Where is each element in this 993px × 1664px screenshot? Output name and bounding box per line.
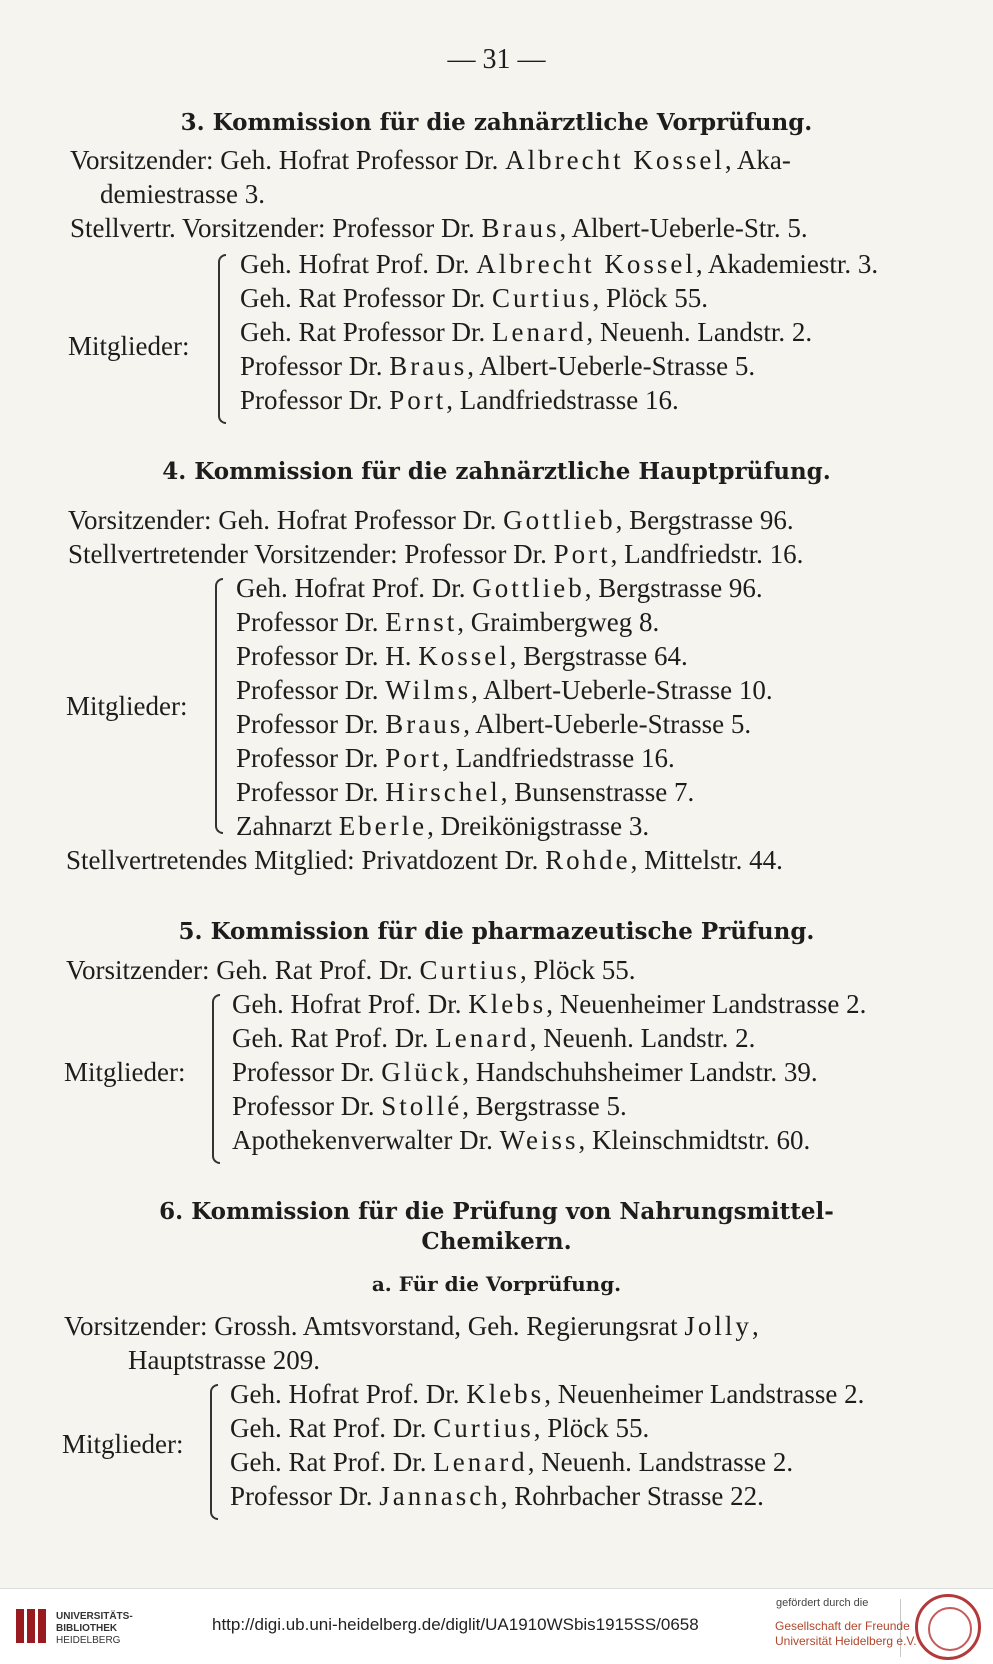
section-5-heading: 5. Kommission für die pharmazeutische Prüfung. — [178, 918, 815, 945]
member-line: Geh. Rat Prof. Dr. Curtius, Plöck 55. — [230, 1413, 650, 1443]
member-line: Geh. Rat Professor Dr. Curtius, Plöck 55. — [240, 283, 708, 313]
member-line: Professor Dr. Stollé, Bergstrasse 5. — [232, 1091, 627, 1121]
member-line: Geh. Rat Professor Dr. Lenard, Neuenh. Landstr. 2. — [240, 317, 813, 347]
section-3-chair — [70, 144, 791, 176]
member-line: Geh. Rat Prof. Dr. Lenard, Neuenh. Landstr. 2. — [232, 1023, 756, 1053]
section-3-members-label: Mitglieder: — [68, 331, 190, 361]
library-name-line-1: UNIVERSITÄTS- — [56, 1611, 133, 1622]
member-line: Professor Dr. Port, Landfriedstrasse 16. — [236, 743, 675, 773]
section-4-chair: Vorsitzender: Geh. Hofrat Professor Dr. Gottlieb, Bergstrasse 96. — [68, 505, 794, 535]
library-name-line-3: HEIDELBERG — [56, 1635, 121, 1646]
page-number: — 31 — — [447, 44, 546, 75]
section-4-brace — [215, 578, 223, 834]
section-3-brace — [218, 254, 226, 424]
deputy-text: Professor Dr. — [332, 213, 475, 243]
section-3-heading: 3. Kommission für die zahnärztliche Vorprüfung. — [180, 109, 813, 136]
viewer-footer — [0, 1588, 993, 1664]
deputy-text-end: , Albert-Ueberle-Str. 5. — [559, 213, 808, 243]
section-5-chair: Vorsitzender: Geh. Rat Prof. Dr. Curtius, Plöck 55. — [66, 955, 636, 985]
section-4-heading: 4. Kommission für die zahnärztliche Hauptprüfung. — [162, 458, 831, 485]
sponsor-name-line-2: Universität Heidelberg e.V. — [775, 1634, 917, 1648]
section-6-chair: Vorsitzender: Grossh. Amtsvorstand, Geh. Regierungsrat Jolly, — [64, 1311, 759, 1341]
section-6-heading: 6. Kommission für die Prüfung von Nahrungsmittel- — [159, 1198, 834, 1225]
chair-text-end: , Aka- — [724, 145, 791, 175]
chair-label: Vorsitzender: — [70, 145, 214, 175]
member-line: Geh. Hofrat Prof. Dr. Klebs, Neuenheimer Landstrasse 2. — [230, 1379, 865, 1409]
member-line: Professor Dr. Jannasch, Rohrbacher Strasse 22. — [230, 1481, 764, 1511]
member-line: Zahnarzt Eberle, Dreikönigstrasse 3. — [236, 811, 650, 841]
member-line: Professor Dr. H. Kossel, Bergstrasse 64. — [236, 641, 688, 671]
member-line: Professor Dr. Port, Landfriedstrasse 16. — [240, 385, 679, 415]
deputy-name: Braus — [481, 213, 560, 243]
section-6-members-label: Mitglieder: — [62, 1429, 184, 1459]
chair-text: Geh. Hofrat Professor Dr. — [220, 145, 499, 175]
sponsor-label: gefördert durch die — [776, 1597, 869, 1609]
permalink-url[interactable]: http://digi.ub.uni-heidelberg.de/diglit/UA1910WSbis1915SS/0658 — [212, 1615, 699, 1634]
section-6-subheading: a. Für die Vorprüfung. — [371, 1272, 622, 1296]
member-line: Geh. Hofrat Prof. Dr. Gottlieb, Bergstrasse 96. — [236, 573, 763, 603]
university-seal-icon — [915, 1594, 981, 1660]
member-line: Geh. Hofrat Prof. Dr. Klebs, Neuenheimer Landstrasse 2. — [232, 989, 867, 1019]
member-line: Geh. Rat Prof. Dr. Lenard, Neuenh. Landstrasse 2. — [230, 1447, 794, 1477]
section-6-brace — [210, 1384, 218, 1520]
member-line: Professor Dr. Braus, Albert-Ueberle-Strasse 5. — [236, 709, 752, 739]
deputy-label: Stellvertr. Vorsitzender: — [70, 213, 326, 243]
sponsor-name-line-1: Gesellschaft der Freunde — [775, 1619, 910, 1633]
library-logo-icon — [16, 1609, 46, 1643]
member-line: Professor Dr. Ernst, Graimbergweg 8. — [236, 607, 660, 637]
section-3-deputy — [70, 212, 808, 244]
section-5-members-label: Mitglieder: — [64, 1057, 186, 1087]
member-line: Geh. Hofrat Prof. Dr. Albrecht Kossel, Akademiestr. 3. — [240, 249, 879, 279]
section-4-deputy: Stellvertretender Vorsitzender: Professor Dr. Port, Landfriedstr. 16. — [68, 539, 804, 569]
section-5-brace — [212, 994, 220, 1164]
section-6-heading-cont: Chemikern. — [421, 1228, 572, 1255]
member-line: Professor Dr. Braus, Albert-Ueberle-Strasse 5. — [240, 351, 756, 381]
section-4-members-label: Mitglieder: — [66, 691, 188, 721]
member-line: Professor Dr. Hirschel, Bunsenstrasse 7. — [236, 777, 695, 807]
section-6-chair-cont: Hauptstrasse 209. — [128, 1345, 320, 1375]
section-3-chair-cont: demiestrasse 3. — [100, 179, 265, 209]
library-name-line-2: BIBLIOTHEK — [56, 1623, 118, 1634]
member-line: Apothekenverwalter Dr. Weiss, Kleinschmidtstr. 60. — [232, 1125, 811, 1155]
section-4-substitute: Stellvertretendes Mitglied: Privatdozent Dr. Rohde, Mittelstr. 44. — [66, 845, 783, 875]
chair-name: Albrecht Kossel — [505, 145, 725, 175]
member-line: Professor Dr. Wilms, Albert-Ueberle-Strasse 10. — [236, 675, 773, 705]
member-line: Professor Dr. Glück, Handschuhsheimer Landstr. 39. — [232, 1057, 818, 1087]
